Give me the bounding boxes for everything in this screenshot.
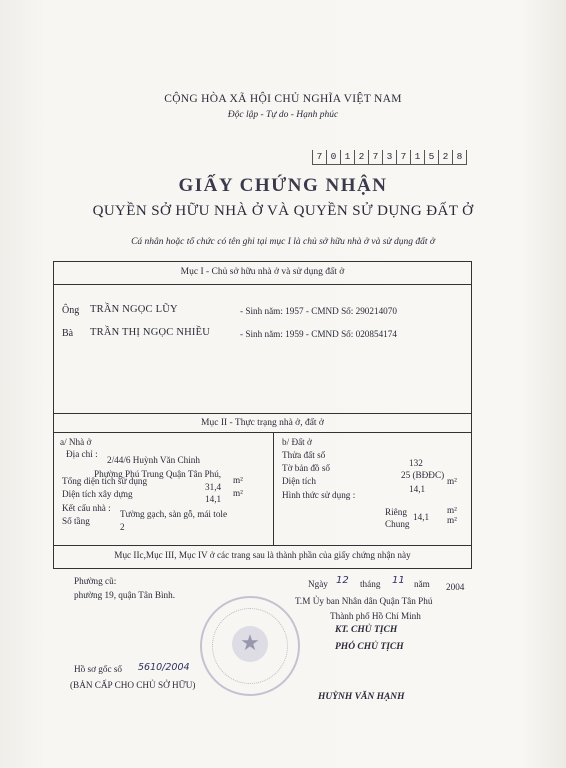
- authority-line2: Thành phố Hồ Chí Minh: [330, 611, 421, 621]
- old-ward-label: Phường cũ:: [74, 576, 117, 586]
- serial-digit: 8: [452, 150, 467, 165]
- old-ward-value: phường 19, quận Tân Bình.: [74, 590, 176, 600]
- address-line1: 2/44/6 Huỳnh Văn Chinh: [107, 455, 200, 465]
- total-area-unit: m²: [233, 475, 243, 485]
- land-area-value: 14,1: [409, 484, 426, 494]
- land-area-unit: m²: [447, 476, 457, 486]
- address-line2: Phường Phú Trung Quận Tân Phú,: [94, 469, 222, 479]
- shared-label: Chung: [385, 519, 410, 529]
- house-label: a/ Nhà ở: [60, 437, 92, 447]
- owner1-details: - Sinh năm: 1957 - CMND Số: 290214070: [240, 306, 397, 316]
- document-title: GIẤY CHỨNG NHẬN: [178, 175, 388, 196]
- document-subtitle: QUYỀN SỞ HỮU NHÀ Ở VÀ QUYỀN SỬ DỤNG ĐẤT Ở: [92, 203, 474, 219]
- structure-value: Tường gạch, sàn gỗ, mái tole: [120, 509, 228, 519]
- serial-digit: 2: [438, 150, 452, 165]
- floors-label: Số tầng: [62, 516, 90, 526]
- section2-heading: Mục II - Thực trạng nhà ở, đất ở: [201, 418, 324, 428]
- serial-digit: 7: [368, 150, 382, 165]
- official-seal: [200, 596, 300, 696]
- date-month: 11: [392, 575, 405, 586]
- serial-digit: 0: [326, 150, 340, 165]
- details-box: [53, 261, 472, 569]
- section1-heading: Mục I - Chủ sở hữu nhà ở và sử dụng đất ở: [180, 267, 345, 277]
- parcel-value: 132: [409, 458, 423, 468]
- structure-label: Kết cấu nhà :: [62, 503, 111, 513]
- map-label: Tờ bản đồ số: [282, 463, 330, 473]
- divider: [54, 432, 471, 433]
- total-area-label: Tổng diện tích sử dụng: [62, 476, 148, 486]
- copy-note: (BẢN CẤP CHO CHỦ SỞ HỮU): [70, 680, 196, 690]
- record-label: Hồ sơ gốc số: [74, 664, 122, 674]
- land-label: b/ Đất ở: [282, 437, 312, 447]
- private-label: Riêng: [385, 507, 407, 517]
- date-year: 2004: [446, 582, 465, 592]
- built-area-value: 14,1: [205, 494, 222, 504]
- private-value: 14,1: [413, 512, 430, 522]
- owner2-details: - Sinh năm: 1959 - CMND Số: 020854174: [240, 329, 397, 339]
- serial-digit: 1: [340, 150, 354, 165]
- parcel-label: Thửa đất số: [282, 450, 326, 460]
- owner1-title: Ông: [62, 305, 80, 316]
- kt-title: KT. CHỦ TỊCH: [335, 625, 398, 635]
- built-area-label: Diện tích xây dựng: [62, 489, 133, 499]
- column-divider: [273, 432, 274, 545]
- land-area-label: Diện tích: [282, 476, 316, 486]
- star-icon: ★: [232, 626, 268, 662]
- signer-name: HUỲNH VĂN HẠNH: [318, 692, 405, 702]
- authority-line1: T.M Ủy ban Nhân dân Quận Tân Phú: [295, 596, 433, 606]
- national-title: CỘNG HÒA XÃ HỘI CHỦ NGHĨA VIỆT NAM: [164, 93, 402, 105]
- date-day: 12: [336, 575, 349, 586]
- serial-digit: 1: [410, 150, 424, 165]
- serial-number: [312, 150, 467, 165]
- year-label: năm: [414, 579, 430, 589]
- footer-note: Mục IIc,Mục III, Mục IV ở các trang sau là thành phần của giấy chứng nhận này: [114, 550, 411, 560]
- divider: [54, 284, 471, 285]
- owner2-name: TRẦN THỊ NGỌC NHIỀU: [90, 327, 210, 338]
- serial-digit: 2: [354, 150, 368, 165]
- date-prefix: Ngày: [308, 579, 328, 589]
- total-area-value: 31,4: [205, 482, 222, 492]
- intro-text: Cá nhân hoặc tổ chức có tên ghi tại mục I là chủ sở hữu nhà ở và sử dụng đất ở: [131, 237, 435, 247]
- owner1-name: TRẦN NGỌC LŨY: [90, 304, 178, 315]
- usage-label: Hình thức sử dụng :: [282, 490, 356, 500]
- serial-digit: 5: [424, 150, 438, 165]
- record-number: 5610/2004: [138, 662, 190, 673]
- divider: [54, 545, 471, 546]
- position-title: PHÓ CHỦ TỊCH: [335, 642, 404, 652]
- built-area-unit: m²: [233, 488, 243, 498]
- address-label: Địa chỉ :: [66, 449, 98, 459]
- map-value: 25 (BĐĐC): [401, 470, 445, 480]
- month-label: tháng: [360, 579, 381, 589]
- shared-unit: m²: [447, 515, 457, 525]
- divider: [54, 413, 471, 414]
- serial-digit: 7: [312, 150, 326, 165]
- private-unit: m²: [447, 505, 457, 515]
- serial-digit: 3: [382, 150, 396, 165]
- serial-digit: 7: [396, 150, 410, 165]
- floors-value: 2: [120, 522, 125, 532]
- national-motto: Độc lập - Tự do - Hạnh phúc: [227, 110, 339, 120]
- owner2-title: Bà: [62, 328, 74, 339]
